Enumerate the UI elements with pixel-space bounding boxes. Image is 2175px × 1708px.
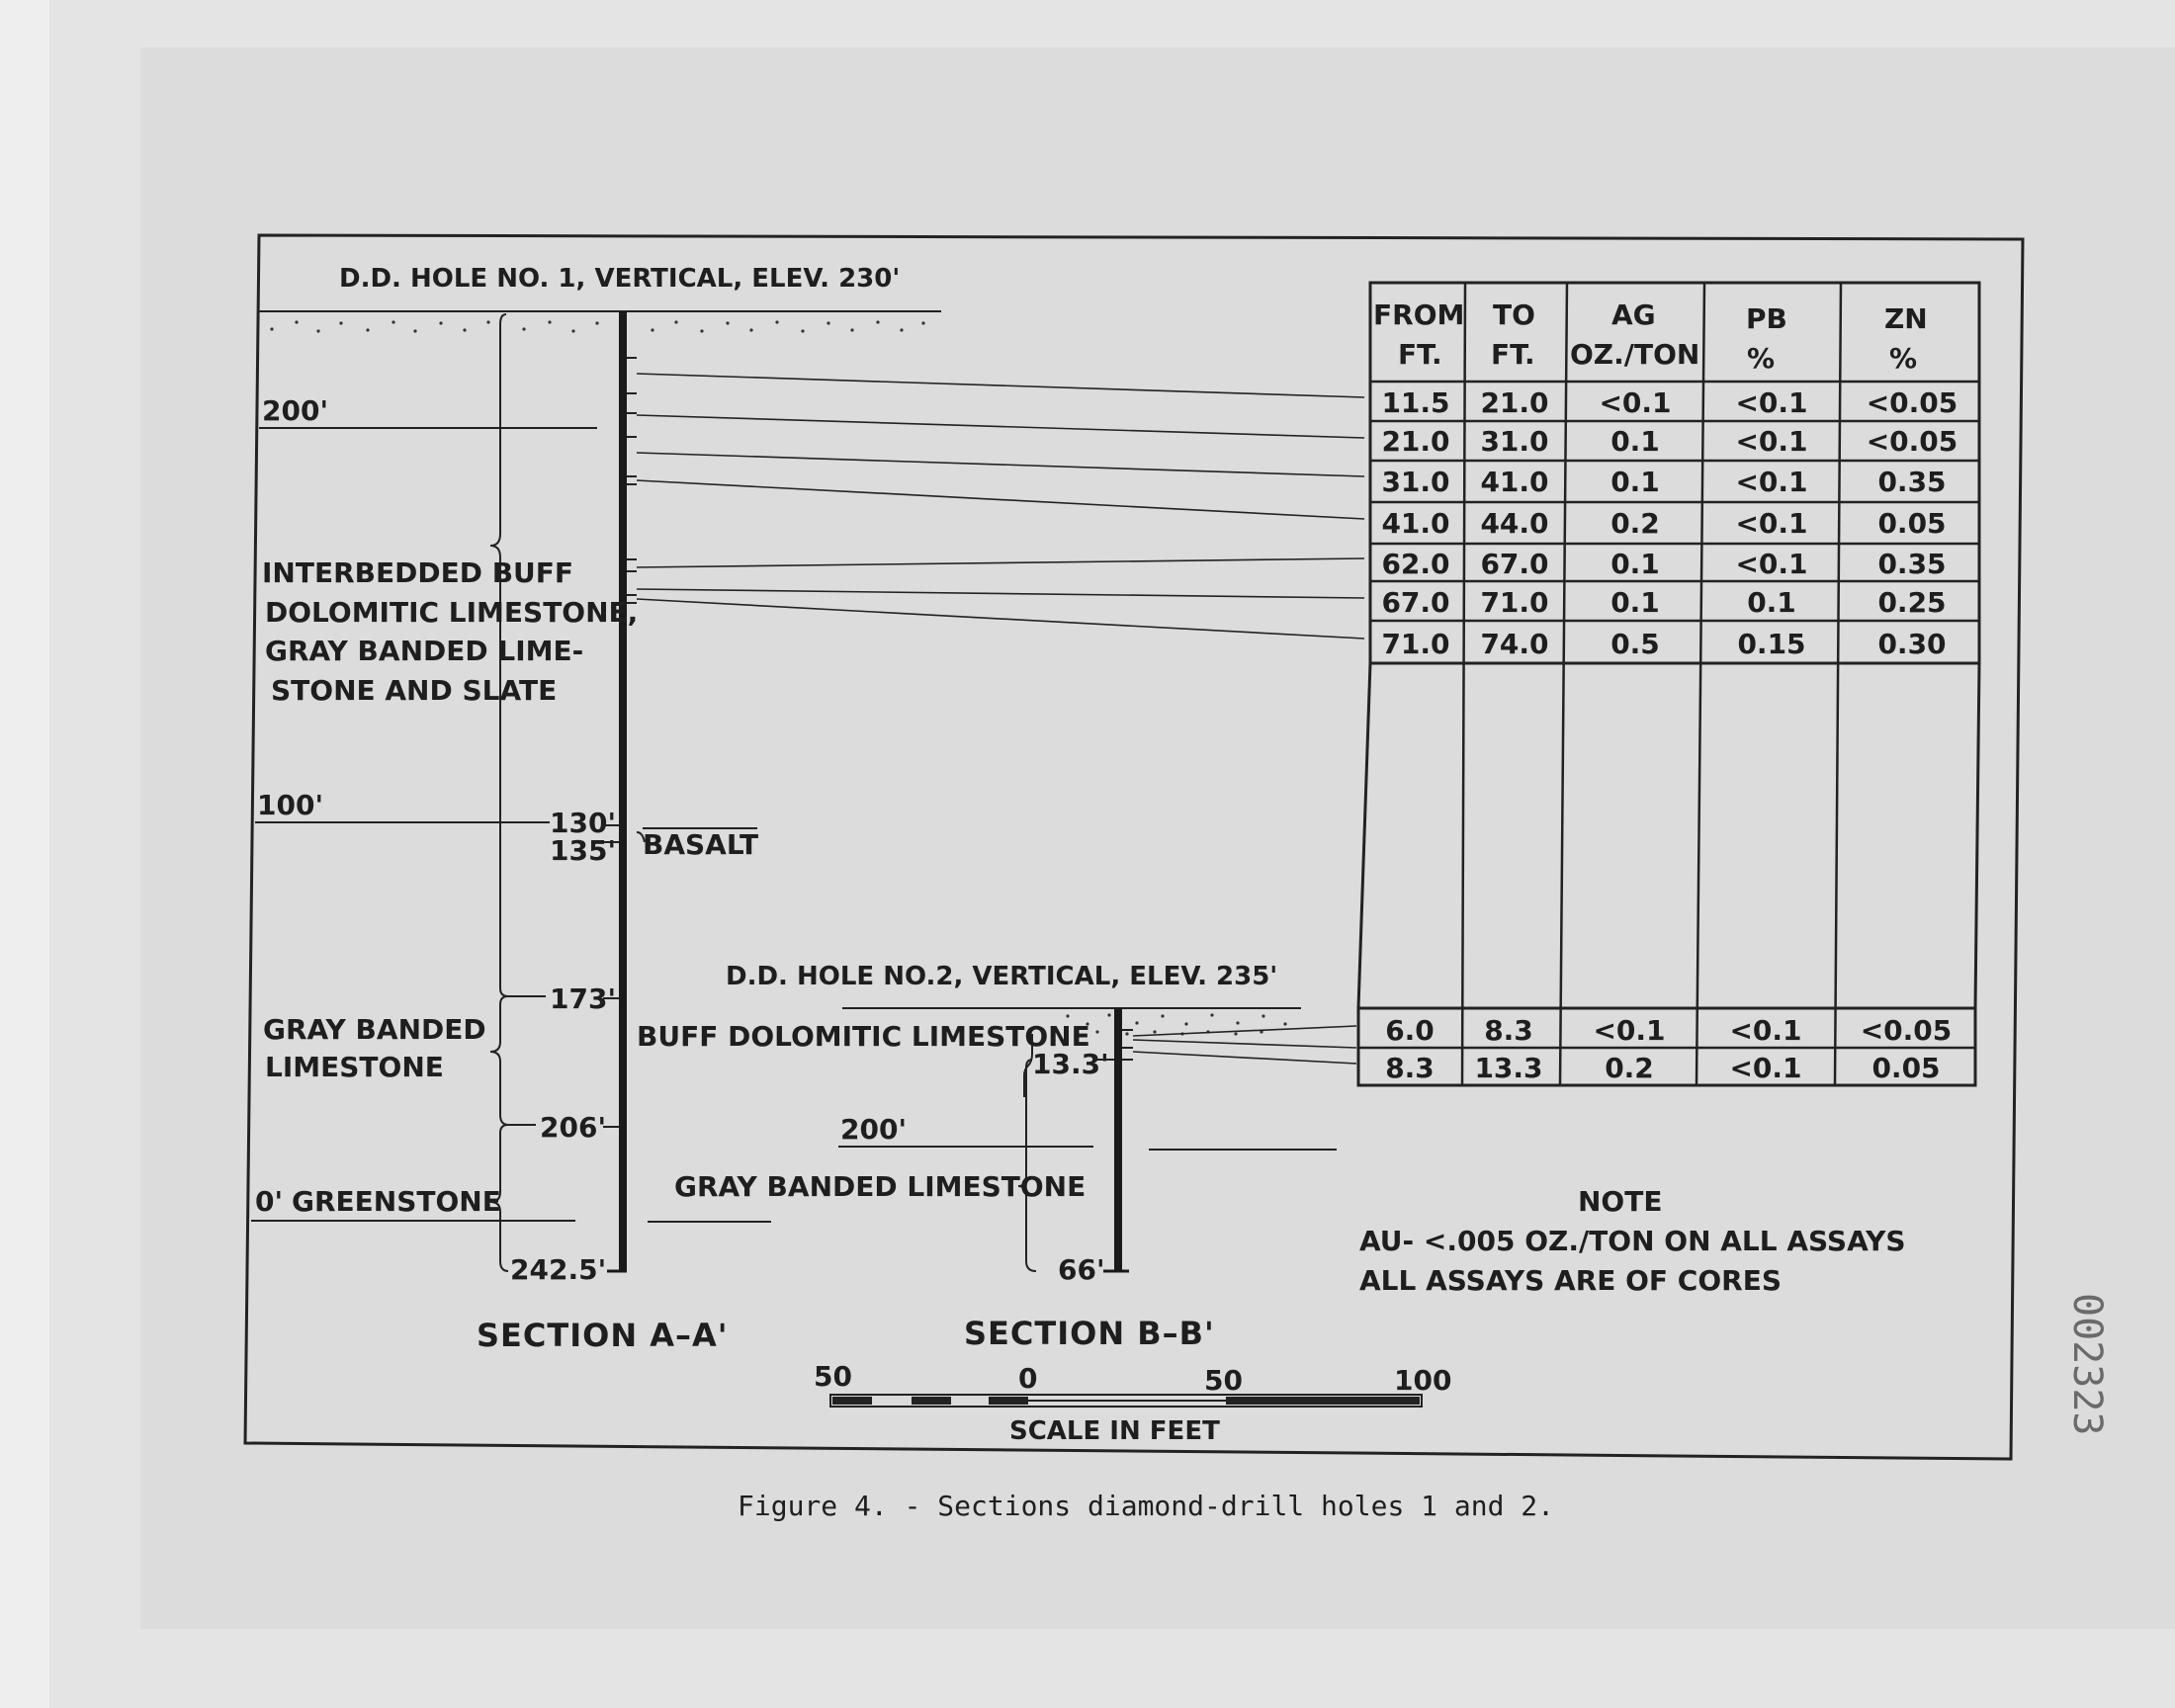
hole1-assay-r2-to: 31.0 bbox=[1480, 425, 1549, 458]
hole1-assay-r7-to: 74.0 bbox=[1480, 628, 1549, 660]
hole1-assay-r6-ag: 0.1 bbox=[1610, 586, 1660, 619]
hole1-elev-200-label: 200' bbox=[262, 394, 329, 427]
hole1-unit2-line2: LIMESTONE bbox=[265, 1051, 444, 1083]
header-to-2: FT. bbox=[1491, 338, 1535, 371]
hole2-assay-r2-to: 13.3 bbox=[1474, 1052, 1543, 1084]
hole1-assay-r5-ag: 0.1 bbox=[1610, 548, 1660, 580]
hole2-assay-r2-pb: <0.1 bbox=[1729, 1052, 1802, 1084]
hole1-unit1-line4: STONE AND SLATE bbox=[271, 674, 558, 707]
hole2-overburden-stipple bbox=[1066, 1013, 1286, 1035]
hole1-assay-r4-to: 44.0 bbox=[1480, 507, 1549, 540]
hole1-depth-242: 242.5' bbox=[510, 1253, 607, 1286]
hole1-unit2-line1: GRAY BANDED bbox=[263, 1013, 486, 1046]
hole1-assay-r6-from: 67.0 bbox=[1381, 586, 1450, 619]
hole1-assay-r3-zn: 0.35 bbox=[1877, 466, 1947, 498]
hole1-assay-r2-pb: <0.1 bbox=[1735, 425, 1808, 458]
hole1-assay-r5-to: 67.0 bbox=[1480, 548, 1549, 580]
hole2-depth-13: 13.3' bbox=[1032, 1048, 1109, 1080]
figure-caption: Figure 4. - Sections diamond-drill holes 1 and 2. bbox=[738, 1490, 1555, 1522]
hole2-title: D.D. HOLE NO.2, VERTICAL, ELEV. 235' bbox=[726, 962, 1278, 991]
hole2-assay-r1-to: 8.3 bbox=[1484, 1014, 1533, 1047]
hole1-unit1-line1: INTERBEDDED BUFF bbox=[262, 556, 574, 589]
assay-table-right-edge-mid bbox=[1975, 663, 1979, 1008]
hole1-assay-r1-to: 21.0 bbox=[1480, 386, 1549, 419]
hole1-assay-r5-pb: <0.1 bbox=[1735, 548, 1808, 580]
hole1-assay-r1-from: 11.5 bbox=[1381, 386, 1450, 419]
hole1-assay-r3-to: 41.0 bbox=[1480, 466, 1549, 498]
hole1-assay-r3-pb: <0.1 bbox=[1735, 466, 1808, 498]
hole1-depth-173: 173' bbox=[550, 982, 617, 1015]
header-pb-2: % bbox=[1747, 342, 1776, 375]
hole1-assay-r2-zn: <0.05 bbox=[1866, 425, 1958, 458]
hole2-assay-r2-from: 8.3 bbox=[1385, 1052, 1435, 1084]
hole1-assay-r4-zn: 0.05 bbox=[1877, 507, 1947, 540]
scale-bar-segment-2 bbox=[912, 1397, 951, 1405]
scale-tick-50-left: 50 bbox=[814, 1360, 852, 1393]
hole1-overburden-stipple bbox=[270, 320, 924, 332]
header-from-2: FT. bbox=[1398, 338, 1442, 371]
header-zn-2: % bbox=[1889, 342, 1918, 375]
hole2-elev-200-label: 200' bbox=[840, 1113, 908, 1146]
hole1-assay-r4-ag: 0.2 bbox=[1610, 507, 1660, 540]
hole1-assay-r4-pb: <0.1 bbox=[1735, 507, 1808, 540]
hole2-assay-r1-from: 6.0 bbox=[1385, 1014, 1435, 1047]
archive-stamp: 002323 bbox=[2064, 1293, 2110, 1436]
hole1-elev-100-label: 100' bbox=[257, 789, 324, 821]
hole1-assay-r1-pb: <0.1 bbox=[1735, 386, 1808, 419]
hole2-depth-66: 66' bbox=[1058, 1253, 1105, 1286]
hole1-assay-r6-pb: 0.1 bbox=[1747, 586, 1796, 619]
hole1-assay-r1-ag: <0.1 bbox=[1599, 386, 1672, 419]
header-ag-1: AG bbox=[1611, 299, 1656, 331]
note-line-2: ALL ASSAYS ARE OF CORES bbox=[1359, 1264, 1783, 1297]
scale-tick-100: 100 bbox=[1394, 1364, 1452, 1397]
header-zn-1: ZN bbox=[1884, 302, 1928, 335]
hole1-assay-r7-ag: 0.5 bbox=[1610, 628, 1660, 660]
scale-tick-0: 0 bbox=[1018, 1362, 1038, 1395]
scale-bar-segment-3 bbox=[989, 1397, 1028, 1405]
scale-bar-segment-4 bbox=[1226, 1397, 1420, 1405]
hole1-elev-0-label: 0' bbox=[255, 1185, 284, 1218]
hole2-assay-r2-ag: 0.2 bbox=[1605, 1052, 1654, 1084]
hole1-assay-r4-from: 41.0 bbox=[1381, 507, 1450, 540]
hole1-assay-leader-lines bbox=[637, 374, 1364, 639]
scale-bar bbox=[814, 1360, 1451, 1446]
hole2-assay-r1-ag: <0.1 bbox=[1593, 1014, 1666, 1047]
assay-table-rows bbox=[1381, 386, 1958, 1084]
hole1-assay-r6-to: 71.0 bbox=[1480, 586, 1549, 619]
hole2-assay-r2-zn: 0.05 bbox=[1871, 1052, 1941, 1084]
note-heading: NOTE bbox=[1578, 1185, 1663, 1218]
hole1-depth-130: 130' bbox=[550, 807, 617, 839]
hole1-assay-r3-from: 31.0 bbox=[1381, 466, 1450, 498]
hole1-assay-r5-zn: 0.35 bbox=[1877, 548, 1947, 580]
header-pb-1: PB bbox=[1746, 302, 1787, 335]
hole2-unit2-label: GRAY BANDED LIMESTONE bbox=[674, 1170, 1087, 1203]
header-to-1: TO bbox=[1493, 299, 1535, 331]
hole1-sample-ticks bbox=[627, 358, 637, 603]
hole1-assay-r6-zn: 0.25 bbox=[1877, 586, 1947, 619]
header-from-1: FROM bbox=[1373, 299, 1465, 331]
hole2-assay-r1-zn: <0.05 bbox=[1860, 1014, 1953, 1047]
assay-table bbox=[1358, 283, 1979, 1085]
section-a-label: SECTION A–A' bbox=[477, 1317, 729, 1354]
note-line-1: AU- <.005 OZ./TON ON ALL ASSAYS bbox=[1359, 1225, 1906, 1257]
scale-label: SCALE IN FEET bbox=[1009, 1416, 1220, 1446]
hole1-depth-135: 135' bbox=[550, 834, 617, 867]
hole1-assay-r1-zn: <0.05 bbox=[1866, 386, 1958, 419]
basalt-label: BASALT bbox=[643, 828, 759, 861]
hole1-depth-206: 206' bbox=[540, 1111, 607, 1144]
hole1-assay-r7-zn: 0.30 bbox=[1877, 628, 1947, 660]
hole1-unit3-label: GREENSTONE bbox=[292, 1185, 501, 1218]
hole1-title: D.D. HOLE NO. 1, VERTICAL, ELEV. 230' bbox=[339, 264, 901, 294]
assay-table-left-edge-mid bbox=[1358, 663, 1370, 1008]
scale-bar-segment-1 bbox=[832, 1397, 872, 1405]
hole1-assay-r7-pb: 0.15 bbox=[1737, 628, 1806, 660]
hole2-unit1-label: BUFF DOLOMITIC LIMESTONE bbox=[637, 1020, 1090, 1053]
hole1-unit1-line2: DOLOMITIC LIMESTONE, bbox=[265, 596, 639, 629]
hole1-assay-r5-from: 62.0 bbox=[1381, 548, 1450, 580]
hole1-assay-r2-ag: 0.1 bbox=[1610, 425, 1660, 458]
header-ag-2: OZ./TON bbox=[1570, 338, 1700, 371]
hole2-assay-leader-lines bbox=[1133, 1026, 1356, 1064]
hole1-assay-r3-ag: 0.1 bbox=[1610, 466, 1660, 498]
scale-tick-50-right: 50 bbox=[1204, 1364, 1243, 1397]
hole1-unit1-line3: GRAY BANDED LIME- bbox=[265, 635, 584, 667]
section-b-label: SECTION B–B' bbox=[964, 1315, 1215, 1352]
hole1-assay-r7-from: 71.0 bbox=[1381, 628, 1450, 660]
hole1-unit-braces bbox=[490, 314, 508, 1271]
hole1-assay-r2-from: 21.0 bbox=[1381, 425, 1450, 458]
hole2-assay-r1-pb: <0.1 bbox=[1729, 1014, 1802, 1047]
